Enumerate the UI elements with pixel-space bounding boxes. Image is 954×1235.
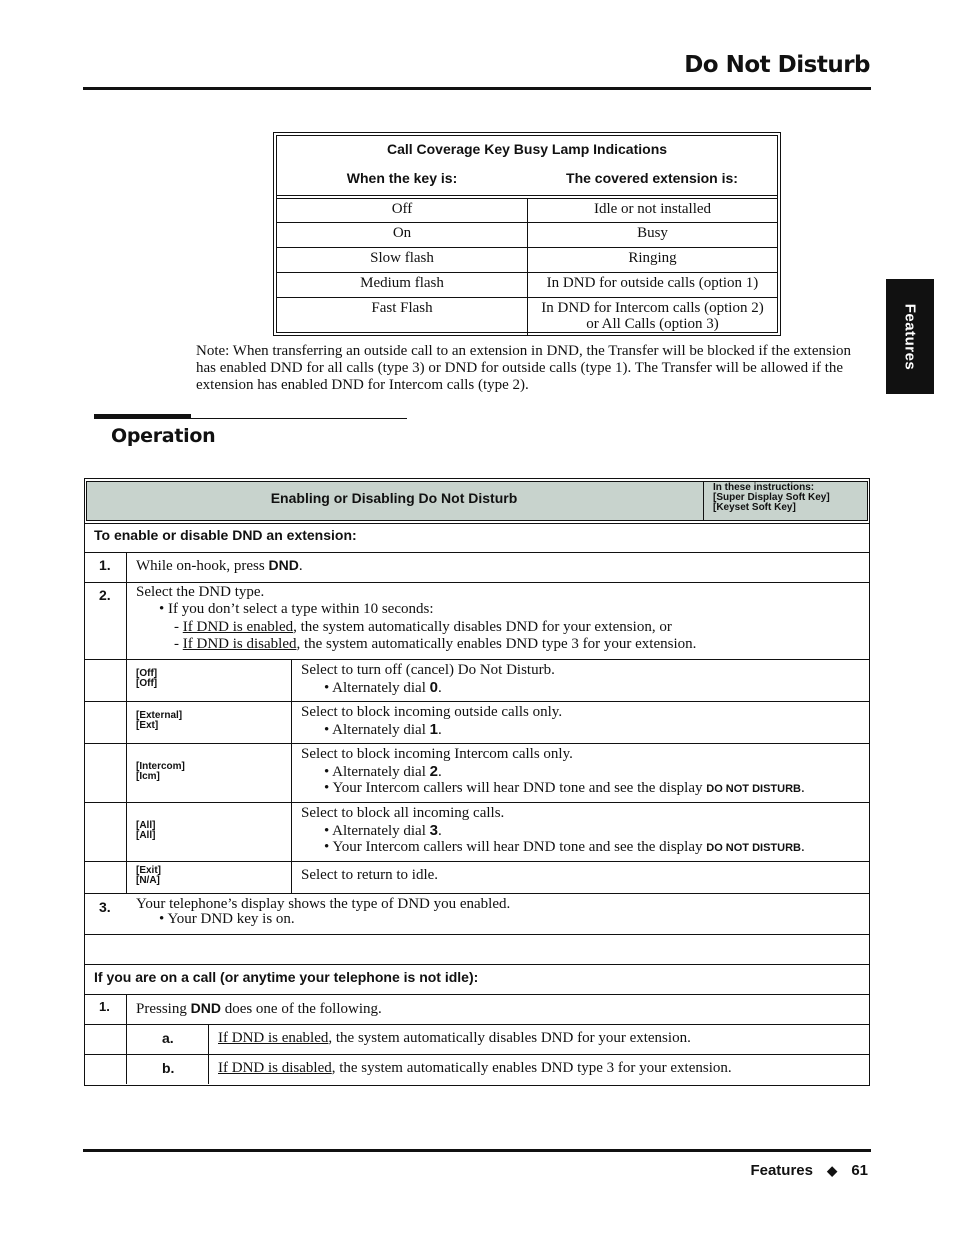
soft-key-external: [External] [Ext] [136, 710, 183, 731]
dnd-key-label: DND [190, 1000, 221, 1016]
coverage-col-extension: The covered extension is: [566, 170, 738, 186]
option-dial: • Alternately dial 2. [324, 763, 442, 780]
step-2-line: - If DND is enabled, the system automatically disables DND for your extension, or [174, 619, 672, 635]
step-1-text: While on-hook, press DND. [136, 557, 303, 574]
coverage-row [277, 198, 777, 223]
coverage-table-title: Call Coverage Key Busy Lamp Indications [386, 141, 668, 157]
step-number: 1. [99, 999, 110, 1014]
soft-key-all: [All] [All] [136, 820, 156, 841]
step-number: 1. [99, 557, 111, 573]
coverage-key-state: On [277, 223, 528, 247]
option-display-note: • Your Intercom callers will hear DND tone and see the display DO NOT DISTURB. [324, 780, 805, 796]
display-text: DO NOT DISTURB [706, 783, 801, 795]
display-text: DO NOT DISTURB [706, 842, 801, 854]
option-description: Select to block incoming Intercom calls only. [301, 746, 573, 762]
coverage-extension-line1: In DND for Intercom calls (option 2) [541, 300, 764, 316]
coverage-col-key: When the key is: [346, 170, 458, 186]
option-description: Select to turn off (cancel) Do Not Disturb. [301, 662, 555, 678]
dnd-key-label: DND [268, 557, 299, 573]
side-tab-label: Features [901, 303, 919, 370]
substep-letter: b. [162, 1060, 175, 1076]
legend-line: In these instructions: [713, 482, 815, 493]
soft-key-off: [Off] [Off] [136, 668, 158, 689]
footer-rule [83, 1149, 871, 1152]
coverage-table [273, 132, 781, 336]
option-description: Select to return to idle. [301, 867, 439, 883]
coverage-row [277, 222, 777, 247]
coverage-row [277, 247, 777, 272]
option-dial: • Alternately dial 0. [324, 679, 442, 696]
step-number: 3. [99, 899, 111, 915]
operation-table-title: Enabling or Disabling Do Not Disturb [270, 490, 518, 506]
page-title: Do Not Disturb [684, 52, 870, 78]
substep-letter: a. [162, 1030, 174, 1046]
section-heading: Operation [111, 425, 216, 447]
title-rule [83, 87, 871, 90]
option-description: Select to block all incoming calls. [301, 805, 505, 821]
step-3-line: • Your DND key is on. [159, 911, 295, 927]
substep-b-text: If DND is disabled, the system automatically enables DND type 3 for your extension. [218, 1060, 732, 1076]
coverage-key-state: Medium flash [277, 273, 528, 297]
footer-section: Features [750, 1162, 813, 1179]
coverage-extension-line2: or All Calls (option 3) [586, 316, 719, 332]
step-2-line: • If you don’t select a type within 10 seconds: [159, 601, 434, 617]
option-display-note: • Your Intercom callers will hear DND tone and see the display DO NOT DISTURB. [324, 839, 805, 855]
subheading-enable-disable: To enable or disable DND an extension: [94, 527, 357, 543]
coverage-extension-state [528, 298, 777, 332]
step-2-line: - If DND is disabled, the system automatically enables DND type 3 for your extension. [174, 636, 697, 652]
coverage-table-header [277, 136, 777, 196]
coverage-row [277, 272, 777, 297]
option-dial: • Alternately dial 3. [324, 822, 442, 839]
coverage-extension-state: In DND for outside calls (option 1) [546, 275, 759, 291]
call-step-1-text: Pressing DND does one of the following. [136, 1000, 382, 1017]
coverage-key-state: Fast Flash [277, 298, 528, 335]
page-footer [750, 1162, 868, 1179]
page-number: 61 [851, 1162, 868, 1179]
subheading-on-call: If you are on a call (or anytime your telephone is not idle): [94, 969, 479, 985]
transfer-note: Note: When transferring an outside call to an extension in DND, the Transfer will be blocked if the extension has enabled DND for all calls (type 3) or DND for outside calls (type 1). The Transfer will be allowed if the extension has enabled DND for Intercom calls (type 2). [196, 343, 851, 393]
soft-key-exit: [Exit] [N/A] [136, 865, 161, 886]
coverage-key-state: Off [277, 199, 528, 223]
coverage-row [277, 297, 777, 335]
side-tab-features [886, 279, 934, 394]
coverage-extension-state: Busy [637, 225, 668, 241]
soft-key-intercom: [Intercom] [Icm] [136, 761, 185, 782]
option-dial: • Alternately dial 1. [324, 721, 442, 738]
step-number: 2. [99, 587, 111, 603]
coverage-extension-state: Ringing [628, 250, 677, 266]
section-rule-thin [94, 418, 407, 419]
coverage-key-state: Slow flash [277, 248, 528, 272]
step-2-line: Select the DND type. [136, 584, 265, 600]
coverage-extension-state: Idle or not installed [593, 201, 712, 217]
operation-table [84, 478, 870, 1086]
step-3-line: Your telephone’s display shows the type of DND you enabled. [136, 896, 511, 912]
diamond-icon: ◆ [827, 1163, 838, 1178]
option-description: Select to block incoming outside calls only. [301, 704, 563, 720]
legend-line: [Keyset Soft Key] [713, 502, 796, 513]
instructions-legend [713, 483, 830, 513]
substep-a-text: If DND is enabled, the system automatically disables DND for your extension. [218, 1030, 691, 1046]
legend-line: [Super Display Soft Key] [713, 492, 830, 503]
